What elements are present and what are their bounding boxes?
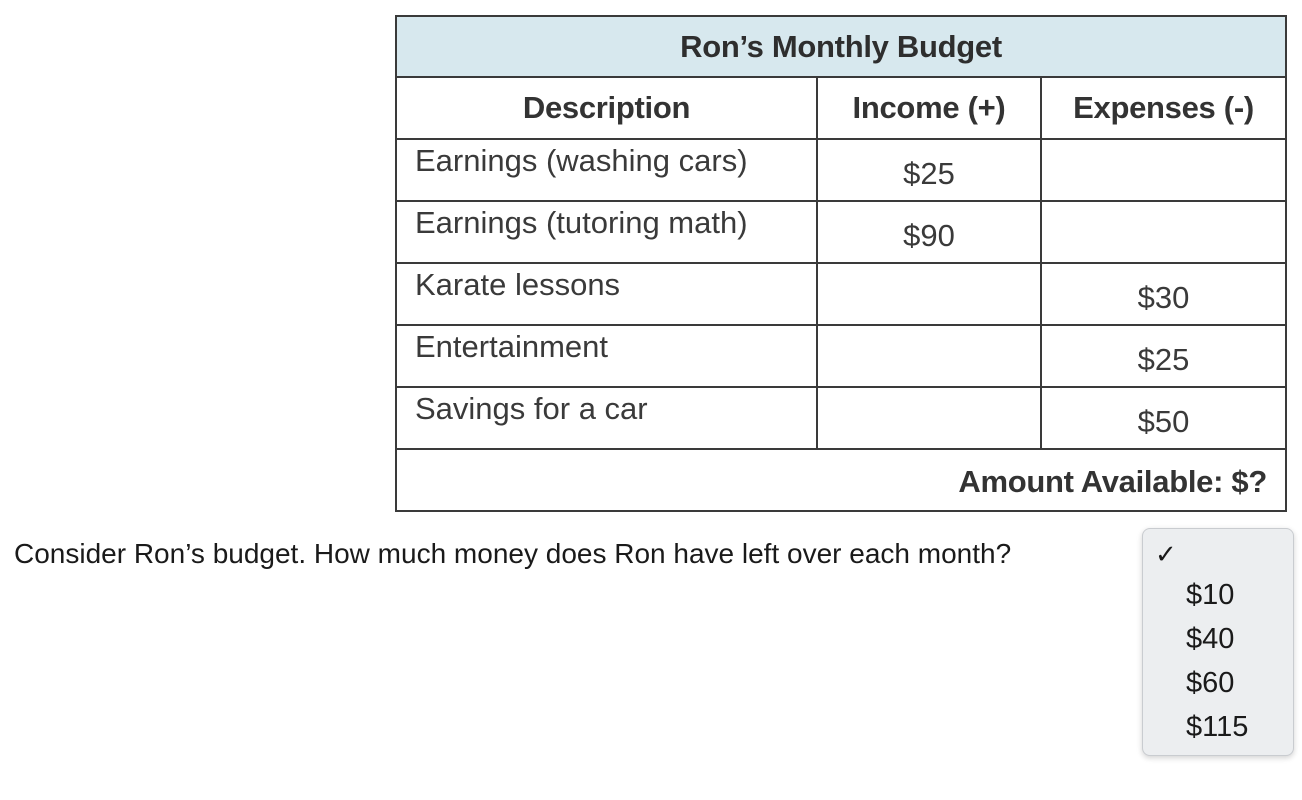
table-header-row [396, 77, 1286, 139]
dropdown-option-115[interactable]: $115 [1186, 711, 1249, 743]
question-text: Consider Ron’s budget. How much money does Ron have left over each month? [14, 538, 1012, 569]
budget-table [395, 15, 1287, 512]
row-expense [1041, 201, 1286, 263]
row-expense: $50 [1041, 387, 1286, 449]
row-income: $90 [817, 201, 1041, 263]
table-row [396, 201, 1286, 263]
table-row [396, 325, 1286, 387]
row-income [817, 325, 1041, 387]
row-description: Entertainment [396, 325, 817, 387]
dropdown-option-60[interactable]: $60 [1186, 667, 1235, 699]
amount-available: Amount Available: $? [396, 449, 1286, 511]
checkmark-icon: ✓ [1155, 539, 1177, 569]
row-expense: $30 [1041, 263, 1286, 325]
table-row [396, 387, 1286, 449]
answer-dropdown[interactable] [1142, 528, 1294, 756]
row-income [817, 387, 1041, 449]
row-description: Savings for a car [396, 387, 817, 449]
table-total-row [396, 449, 1286, 511]
header-description: Description [396, 77, 817, 139]
table-row [396, 139, 1286, 201]
row-description: Earnings (tutoring math) [396, 201, 817, 263]
row-description: Earnings (washing cars) [396, 139, 817, 201]
row-expense [1041, 139, 1286, 201]
dropdown-options [1186, 573, 1248, 749]
table-row [396, 263, 1286, 325]
table-title-row [396, 16, 1286, 77]
header-income: Income (+) [817, 77, 1041, 139]
header-expenses: Expenses (-) [1041, 77, 1286, 139]
row-description: Karate lessons [396, 263, 817, 325]
dropdown-option-10[interactable]: $10 [1186, 579, 1235, 611]
row-income: $25 [817, 139, 1041, 201]
table-title: Ron’s Monthly Budget [396, 16, 1286, 77]
row-expense: $25 [1041, 325, 1286, 387]
dropdown-option-40[interactable]: $40 [1186, 623, 1235, 655]
row-income [817, 263, 1041, 325]
